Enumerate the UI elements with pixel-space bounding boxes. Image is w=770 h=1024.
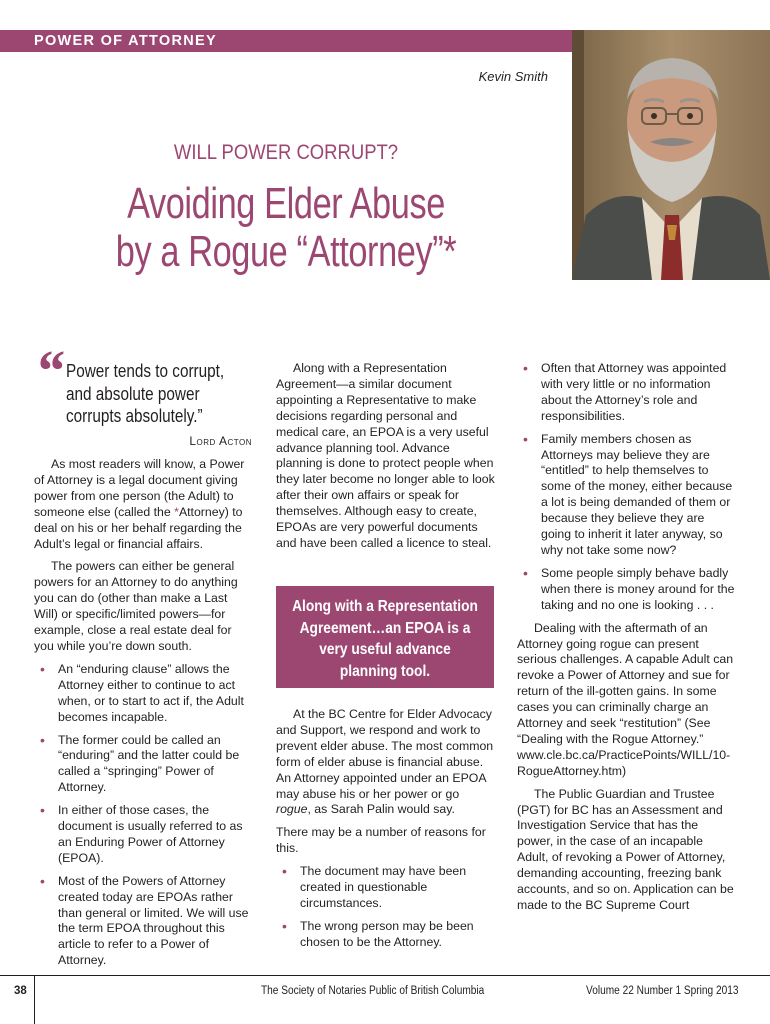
pull-quote-text: Along with a Representation Agreement…an EPOA is a very useful advance planning tool. (292, 598, 478, 680)
footer-issue: Volume 22 Number 1 Spring 2013 (586, 985, 739, 997)
headline-line-1: Avoiding Elder Abuse (127, 179, 445, 228)
list-item: • The document may have been created in questionable circumstances. (276, 864, 496, 912)
footer-publication: The Society of Notaries Public of British Columbia (261, 985, 485, 997)
quote-attribution (34, 434, 252, 448)
asterisk-marker: * (174, 504, 179, 519)
epigraph-quote: Power tends to corrupt, and absolute power corrupts absolutely.” (66, 361, 225, 426)
list-item: • In either of those cases, the document is usually referred to as an Enduring Power of Attorney (EPOA). (34, 803, 254, 867)
col1-p1-start: As most readers will know, a Power of Attorney is a legal document giving power from one person (the Adult) to someone else (called the (34, 457, 245, 519)
list-item: • The former could be called an “enduring” and the latter could be called a “springing” Power of Attorney. (34, 733, 254, 797)
list-item: • Often that Attorney was appointed with very little or no information about the Attorney’s role and responsibilities. (517, 361, 737, 425)
section-header-bar (0, 30, 572, 52)
col3-paragraph-1: Dealing with the aftermath of an Attorney going rogue can present serious challenges. A capable Adult can revoke a Power of Attorney and sue for return of the ill-gotten gains. In some cases you can criminally charge an Attorney and seek “restitution” (See “Dealing with the Rogue Attorney.” www.cle.bc.ca/PracticePoints/WILL/10-RogueAttorney.htm) (517, 620, 734, 778)
footer-vertical-rule (34, 975, 35, 1024)
article-kicker: WILL POWER CORRUPT? (173, 141, 399, 164)
col1-paragraph-1 (34, 457, 254, 552)
list-item: • Most of the Powers of Attorney created today are EPOAs rather than general or limited. We will use the term EPOA throughout this article to refer to a Power of Attorney. (34, 874, 254, 969)
col2-paragraph-1: Along with a Representation Agreement—a similar document appointing a Representative to make decisions regarding personal and medical care, an EPOA is a very useful advance planning tool. Advance planning is done to protect people when they later become no longer able to look after their own affairs or speak for themselves. Although easy to create, EPOAs are very powerful documents and have been called a licence to steal. (276, 361, 495, 550)
pull-quote-box (276, 586, 494, 688)
col2-p2-emphasis: rogue (276, 802, 308, 817)
column-1 (34, 457, 254, 969)
author-portrait-image (572, 30, 770, 280)
column-2-bottom (276, 707, 496, 951)
quote-mark-icon: “ (35, 338, 64, 403)
col3-paragraph-2: The Public Guardian and Trustee (PGT) for BC has an Assessment and Investigation Service that has the power, in the case of an incapable Adult, of revoking a Power of Attorney, demanding accounting, freezing bank accounts, and so on. Application can be made to the BC Supreme Court (517, 786, 734, 912)
col2-p2-end: , as Sarah Palin would say. (307, 802, 455, 817)
col1-p1-end: Attorney) to deal on his or her behalf regarding the Adult’s legal or financial affairs. (34, 504, 243, 551)
author-photo (572, 30, 770, 280)
column-2-top (276, 361, 496, 552)
author-byline: Kevin Smith (478, 69, 548, 84)
page-number: 38 (14, 985, 27, 997)
footer-rule (0, 975, 770, 976)
col1-bullet-list (34, 662, 254, 969)
article-headline (63, 180, 509, 276)
col2-bullet-list (276, 864, 496, 951)
list-item: • An “enduring clause” allows the Attorney either to continue to act when, or to start to act if, the Adult becomes incapable. (34, 662, 254, 726)
section-title: POWER OF ATTORNEY (34, 33, 217, 49)
col1-paragraph-2: The powers can either be general powers for an Attorney to do anything you can do (other than make a Last Will) or specific/limited powers—for example, close a real estate deal for you while you’re down south. (34, 559, 238, 653)
list-item: • The wrong person may be been chosen to be the Attorney. (276, 919, 496, 951)
list-item: • Some people simply behave badly when there is money around for the taking and no one is looking . . . (517, 566, 737, 614)
list-item: • Family members chosen as Attorneys may believe they are “entitled” to help themselves to some of the money, either because a lot is being demanded of them or because they believe they are going to inherit it later anyway, so why not take some now? (517, 432, 737, 559)
col2-p2-start: At the BC Centre for Elder Advocacy and Support, we respond and work to prevent elder abuse. The most common form of elder abuse is financial abuse. An Attorney appointed under an EPOA may abuse his or her power or go (276, 707, 494, 801)
col3-bullet-list (517, 361, 737, 614)
column-3 (517, 361, 737, 914)
col2-paragraph-2 (276, 707, 496, 818)
col2-paragraph-3: There may be a number of reasons for this. (276, 825, 486, 856)
headline-line-2: by a Rogue “Attorney”* (115, 227, 457, 276)
attribution-text: Lord Acton (189, 434, 252, 448)
